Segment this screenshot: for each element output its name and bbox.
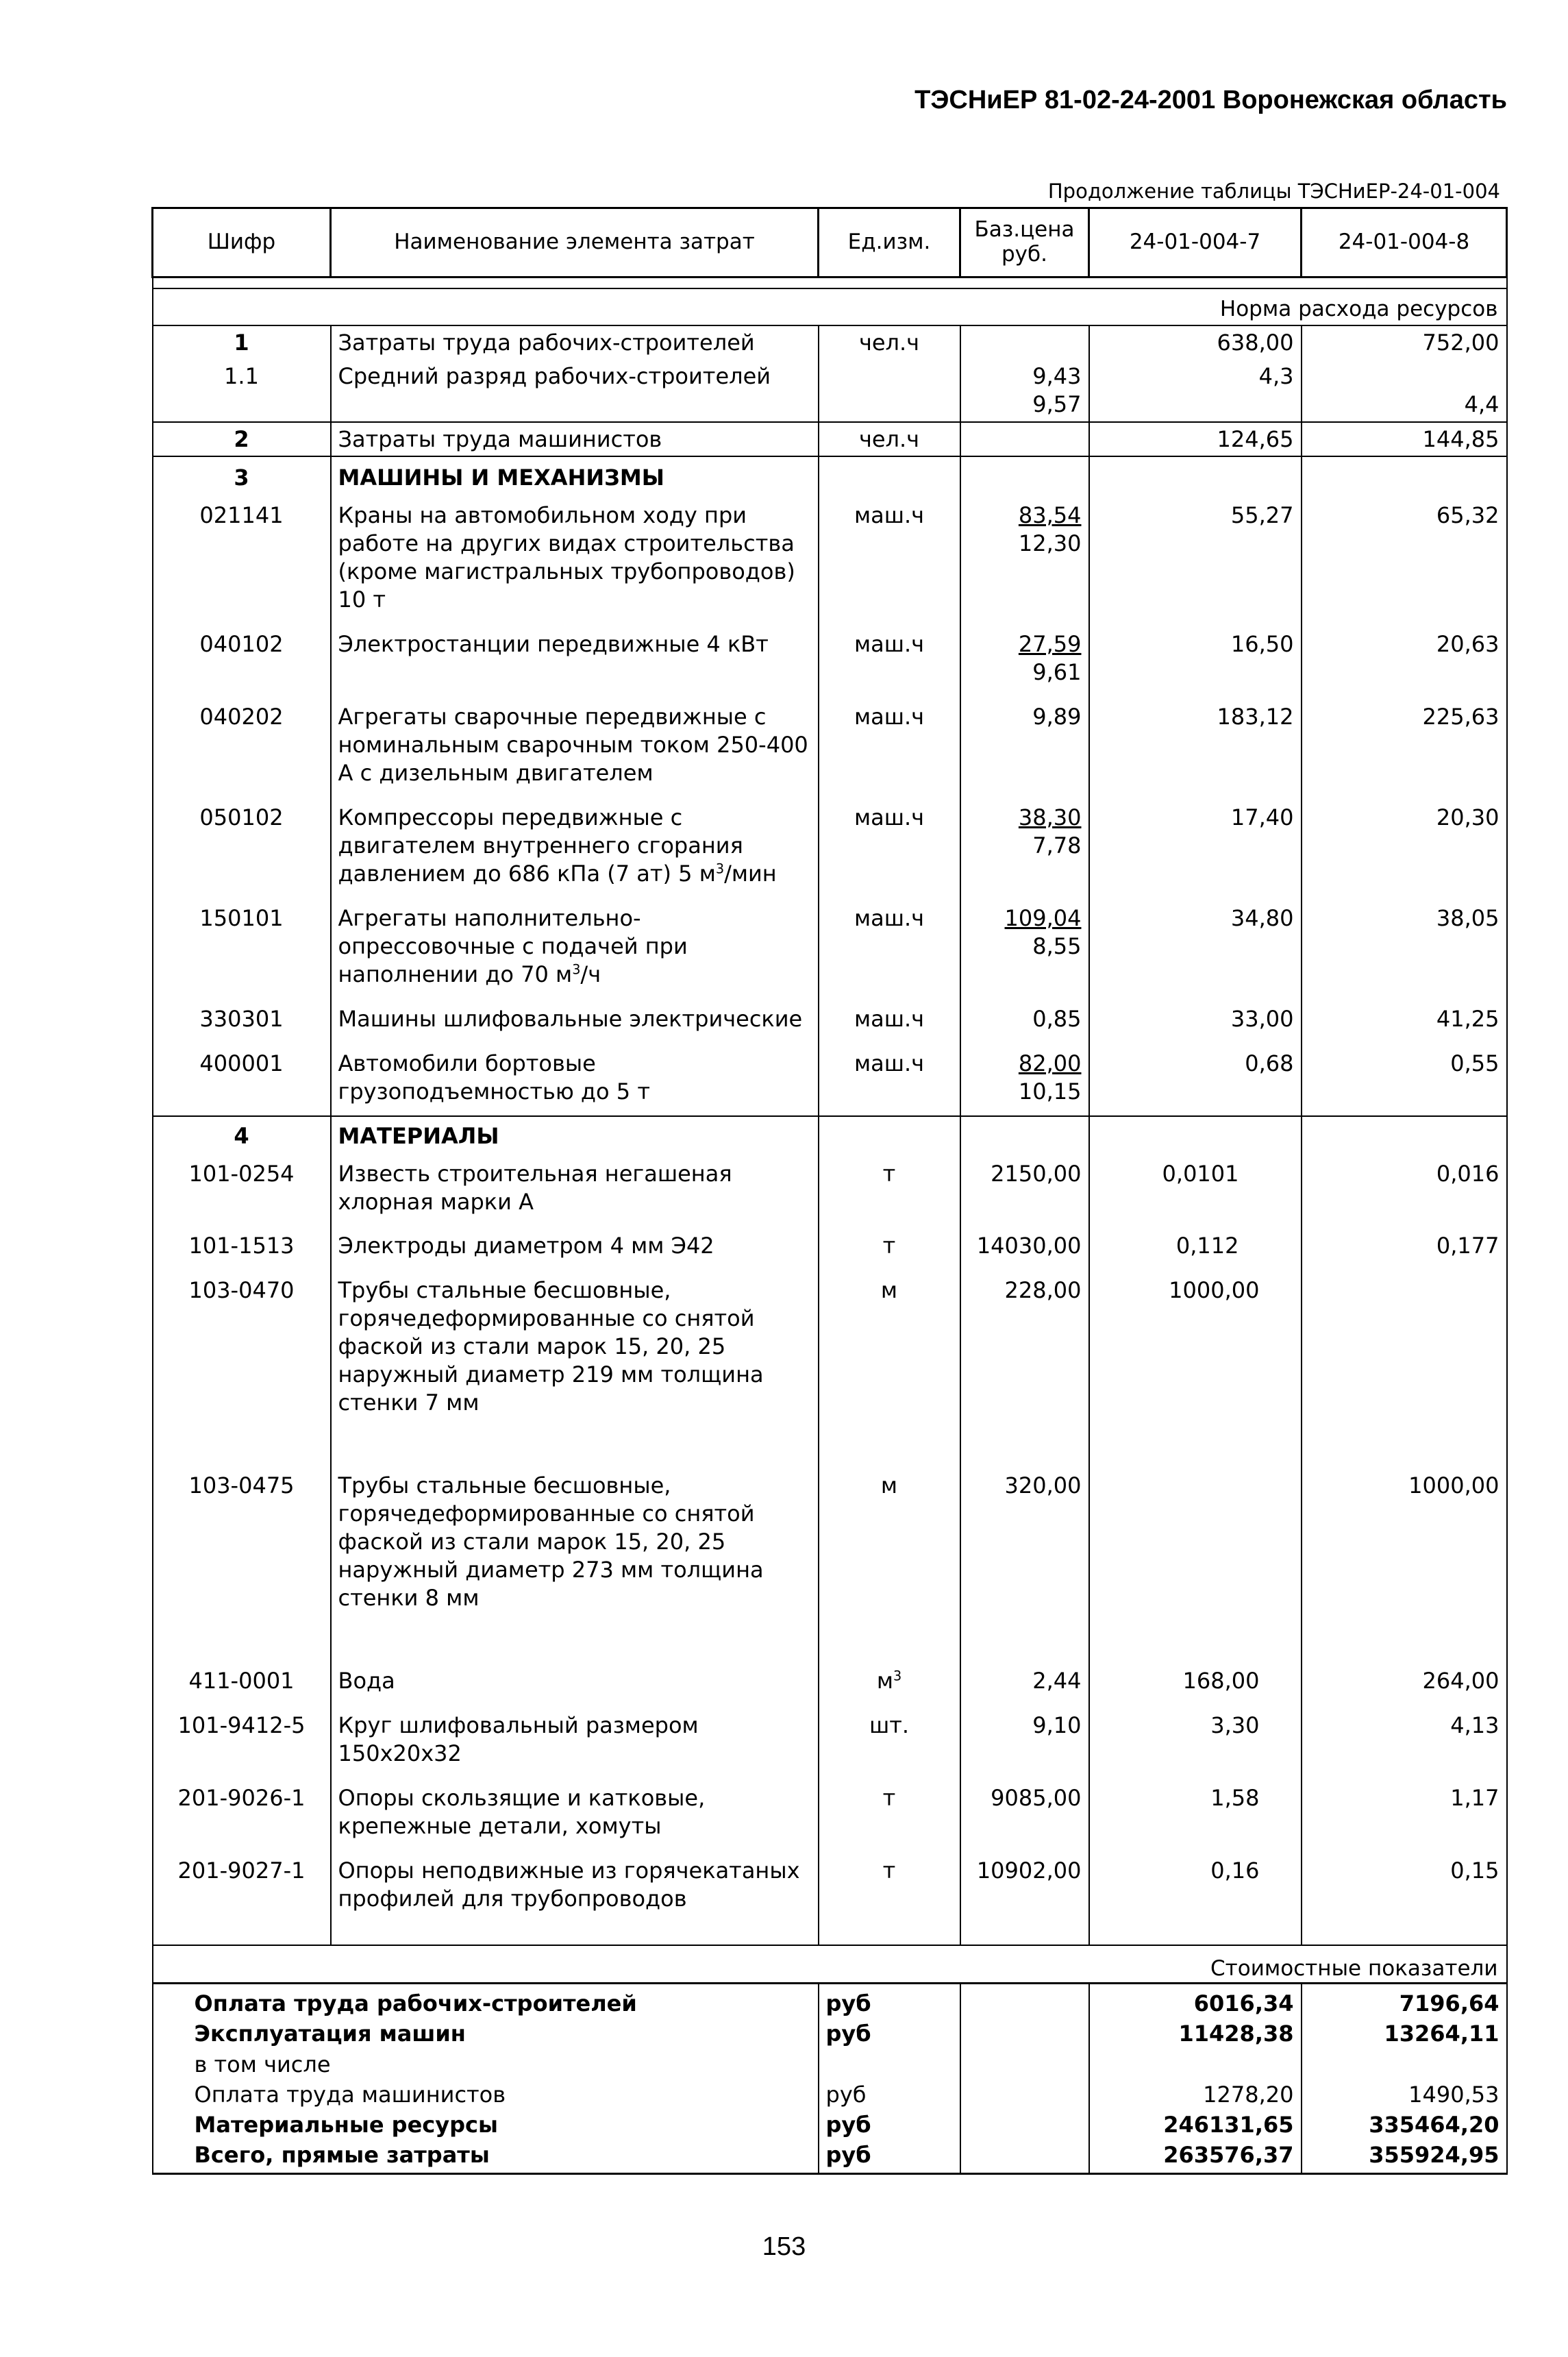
col-header-24-01-004-7: 24-01-004-7 <box>1089 208 1302 277</box>
table-row <box>153 495 1507 624</box>
summary-unit: руб <box>819 2110 960 2140</box>
summary-value-7: 246131,65 <box>1089 2110 1302 2140</box>
row-name: Затраты труда машинистов <box>331 422 819 457</box>
row-name: Трубы стальные бесшовные, горячедеформированные со снятой фаской из стали марок 15, 20, 25 наружный диаметр 273 мм толщина стенки 8 мм <box>331 1465 819 1660</box>
summary-unit: руб <box>819 2140 960 2174</box>
row-name: Электростанции передвижные 4 кВт <box>331 624 819 696</box>
summary-name: в том числе <box>153 2049 819 2080</box>
row-price: 0,85 <box>960 998 1089 1043</box>
col-header-code: Шифр <box>153 208 331 277</box>
row-price: 27,59 9,61 <box>960 624 1089 696</box>
row-price: 109,04 8,55 <box>960 898 1089 998</box>
row-name: Опоры скользящие и катковые, крепежные детали, хомуты <box>331 1777 819 1850</box>
table-row <box>153 422 1507 457</box>
row-price <box>960 422 1089 457</box>
row-name: Вода <box>331 1660 819 1705</box>
row-unit: маш.ч <box>819 696 960 797</box>
summary-value-7: 11428,38 <box>1089 2019 1302 2049</box>
row-value-8: 1,17 <box>1302 1777 1507 1850</box>
row-value-8: 752,00 <box>1302 325 1507 360</box>
row-code: 201-9027-1 <box>153 1850 331 1945</box>
row-unit: маш.ч <box>819 998 960 1043</box>
table-continuation-label: Продолжение таблицы ТЭСНиЕР-24-01-004 <box>1047 180 1500 203</box>
summary-name: Оплата труда рабочих-строителей <box>153 1984 819 2019</box>
section-title: МАТЕРИАЛЫ <box>331 1116 819 1153</box>
row-value-7: 0,16 <box>1089 1850 1302 1945</box>
row-name: Известь строительная негашеная хлорная марки А <box>331 1153 819 1226</box>
row-name: Электроды диаметром 4 мм Э42 <box>331 1225 819 1270</box>
row-value-8: 4,13 <box>1302 1705 1507 1777</box>
row-code: 411-0001 <box>153 1660 331 1705</box>
row-code: 040202 <box>153 696 331 797</box>
row-code: 1.1 <box>153 360 331 422</box>
row-price: 228,00 <box>960 1270 1089 1465</box>
row-name: Машины шлифовальные электрические <box>331 998 819 1043</box>
row-price: 10902,00 <box>960 1850 1089 1945</box>
row-value-7: 3,30 <box>1089 1705 1302 1777</box>
row-code: 040102 <box>153 624 331 696</box>
row-name: Автомобили бортовые грузоподъемностью до 5 т <box>331 1043 819 1116</box>
row-unit: маш.ч <box>819 1043 960 1116</box>
row-price: 9085,00 <box>960 1777 1089 1850</box>
summary-unit: руб <box>819 2019 960 2049</box>
summary-name: Материальные ресурсы <box>153 2110 819 2140</box>
row-code: 1 <box>153 325 331 360</box>
row-value-7: 16,50 <box>1089 624 1302 696</box>
resource-norm-table <box>151 207 1508 2175</box>
table-row <box>153 1705 1507 1777</box>
summary-row <box>153 2110 1507 2140</box>
summary-name: Всего, прямые затраты <box>153 2140 819 2174</box>
row-code: 400001 <box>153 1043 331 1116</box>
summary-value-7: 1278,20 <box>1089 2080 1302 2110</box>
row-value-8: 0,55 <box>1302 1043 1507 1116</box>
row-name: Затраты труда рабочих-строителей <box>331 325 819 360</box>
row-value-7: 168,00 <box>1089 1660 1302 1705</box>
row-code: 330301 <box>153 998 331 1043</box>
row-name: Круг шлифовальный размером 150x20x32 <box>331 1705 819 1777</box>
summary-row <box>153 2019 1507 2049</box>
row-code: 101-9412-5 <box>153 1705 331 1777</box>
summary-row <box>153 2049 1507 2080</box>
row-price: 9,89 <box>960 696 1089 797</box>
row-unit: т <box>819 1225 960 1270</box>
row-unit: маш.ч <box>819 624 960 696</box>
row-value-8: 225,63 <box>1302 696 1507 797</box>
row-value-7: 1,58 <box>1089 1777 1302 1850</box>
row-value-7 <box>1089 1465 1302 1660</box>
row-value-8: 65,32 <box>1302 495 1507 624</box>
row-value-8: 20,30 <box>1302 797 1507 898</box>
row-value-7: 183,12 <box>1089 696 1302 797</box>
table-row <box>153 325 1507 360</box>
table-row <box>153 998 1507 1043</box>
row-code: 021141 <box>153 495 331 624</box>
summary-value-7: 6016,34 <box>1089 1984 1302 2019</box>
summary-value-8: 355924,95 <box>1302 2140 1507 2174</box>
row-code: 4 <box>153 1116 331 1153</box>
row-code: 050102 <box>153 797 331 898</box>
row-price: 38,30 7,78 <box>960 797 1089 898</box>
norm-header-label: Норма расхода ресурсов <box>153 288 1507 325</box>
table-row <box>153 1043 1507 1116</box>
row-value-8: 264,00 <box>1302 1660 1507 1705</box>
row-code: 101-1513 <box>153 1225 331 1270</box>
summary-row <box>153 2080 1507 2110</box>
row-value-7: 4,3 <box>1089 360 1302 422</box>
row-unit: $м^3$ <box>819 1660 960 1705</box>
page-number: 153 <box>762 2232 806 2261</box>
row-code: 101-0254 <box>153 1153 331 1226</box>
row-unit: м <box>819 1465 960 1660</box>
col-header-24-01-004-8: 24-01-004-8 <box>1302 208 1507 277</box>
table-row <box>153 360 1507 422</box>
row-name: Агрегаты наполнительно-опрессовочные с подачей при наполнении до 70 $м^3/ч$ <box>331 898 819 998</box>
row-name: Компрессоры передвижные с двигателем внутреннего сгорания давлением до 686 кПа (7 ат) 5 $м^3$/мин <box>331 797 819 898</box>
table-row <box>153 1465 1507 1660</box>
row-price: 9,10 <box>960 1705 1089 1777</box>
row-value-7: 0,0101 <box>1089 1153 1302 1226</box>
table-row <box>153 1225 1507 1270</box>
row-price: 320,00 <box>960 1465 1089 1660</box>
summary-value-8: 335464,20 <box>1302 2110 1507 2140</box>
row-code: 201-9026-1 <box>153 1777 331 1850</box>
row-value-8: 1000,00 <box>1302 1465 1507 1660</box>
row-code: 150101 <box>153 898 331 998</box>
row-value-8: 41,25 <box>1302 998 1507 1043</box>
row-unit <box>819 360 960 422</box>
summary-value-7: 263576,37 <box>1089 2140 1302 2174</box>
row-value-8 <box>1302 1270 1507 1465</box>
row-value-7: 0,112 <box>1089 1225 1302 1270</box>
cost-header-label: Стоимостные показатели <box>153 1945 1507 1984</box>
row-unit: маш.ч <box>819 898 960 998</box>
row-name: Опоры неподвижные из горячекатаных профилей для трубопроводов <box>331 1850 819 1945</box>
row-name: Средний разряд рабочих-строителей <box>331 360 819 422</box>
section-row-machines <box>153 456 1507 495</box>
row-price <box>960 325 1089 360</box>
row-unit: чел.ч <box>819 325 960 360</box>
row-code: 2 <box>153 422 331 457</box>
row-value-8: 20,63 <box>1302 624 1507 696</box>
row-unit: т <box>819 1850 960 1945</box>
row-value-8: 38,05 <box>1302 898 1507 998</box>
row-name: Трубы стальные бесшовные, горячедеформированные со снятой фаской из стали марок 15, 20, 25 наружный диаметр 219 мм толщина стенки 7 мм <box>331 1270 819 1465</box>
col-header-price: Баз.цена руб. <box>960 208 1089 277</box>
summary-row <box>153 1984 1507 2019</box>
summary-name: Оплата труда машинистов <box>153 2080 819 2110</box>
summary-value-8: 13264,11 <box>1302 2019 1507 2049</box>
row-unit: т <box>819 1777 960 1850</box>
table-row <box>153 1153 1507 1226</box>
row-price: 82,00 10,15 <box>960 1043 1089 1116</box>
row-value-7: 1000,00 <box>1089 1270 1302 1465</box>
norm-section-header <box>153 288 1507 325</box>
summary-row <box>153 2140 1507 2174</box>
summary-value-8: 7196,64 <box>1302 1984 1507 2019</box>
row-value-8: 0,15 <box>1302 1850 1507 1945</box>
row-value-8: 0,016 <box>1302 1153 1507 1226</box>
row-name: Краны на автомобильном ходу при работе на других видах строительства (кроме магистральных трубопроводов) 10 т <box>331 495 819 624</box>
table-row <box>153 1660 1507 1705</box>
table-row <box>153 797 1507 898</box>
summary-unit: руб <box>819 2080 960 2110</box>
row-value-7: 55,27 <box>1089 495 1302 624</box>
row-price: 2,44 <box>960 1660 1089 1705</box>
row-price: 2150,00 <box>960 1153 1089 1226</box>
summary-name: Эксплуатация машин <box>153 2019 819 2049</box>
row-value-7: 17,40 <box>1089 797 1302 898</box>
row-value-7: 124,65 <box>1089 422 1302 457</box>
row-value-8: 4,4 <box>1302 360 1507 422</box>
row-unit: шт. <box>819 1705 960 1777</box>
page-header: ТЭСНиЕР 81-02-24-2001 Воронежская область <box>914 86 1507 114</box>
col-header-name: Наименование элемента затрат <box>331 208 819 277</box>
row-code: 3 <box>153 456 331 495</box>
row-unit: м <box>819 1270 960 1465</box>
row-price: 14030,00 <box>960 1225 1089 1270</box>
table-row <box>153 1777 1507 1850</box>
row-price: 83,54 12,30 <box>960 495 1089 624</box>
row-unit: маш.ч <box>819 495 960 624</box>
table-row <box>153 696 1507 797</box>
cost-section-header <box>153 1945 1507 1984</box>
section-row-materials <box>153 1116 1507 1153</box>
summary-value-8: 1490,53 <box>1302 2080 1507 2110</box>
row-value-8: 144,85 <box>1302 422 1507 457</box>
row-unit: т <box>819 1153 960 1226</box>
section-title: МАШИНЫ И МЕХАНИЗМЫ <box>331 456 819 495</box>
table-row <box>153 898 1507 998</box>
row-value-7: 33,00 <box>1089 998 1302 1043</box>
row-unit: маш.ч <box>819 797 960 898</box>
row-value-8: 0,177 <box>1302 1225 1507 1270</box>
table-header-row <box>153 208 1507 277</box>
table-row <box>153 1850 1507 1945</box>
row-code: 103-0475 <box>153 1465 331 1660</box>
row-unit: чел.ч <box>819 422 960 457</box>
summary-unit: руб <box>819 1984 960 2019</box>
row-value-7: 34,80 <box>1089 898 1302 998</box>
row-value-7: 638,00 <box>1089 325 1302 360</box>
table-row <box>153 1270 1507 1465</box>
row-price: 9,43 9,57 <box>960 360 1089 422</box>
row-code: 103-0470 <box>153 1270 331 1465</box>
col-header-unit: Ед.изм. <box>819 208 960 277</box>
row-name: Агрегаты сварочные передвижные с номинальным сварочным током 250-400 А с дизельным двигателем <box>331 696 819 797</box>
row-value-7: 0,68 <box>1089 1043 1302 1116</box>
table-row <box>153 624 1507 696</box>
